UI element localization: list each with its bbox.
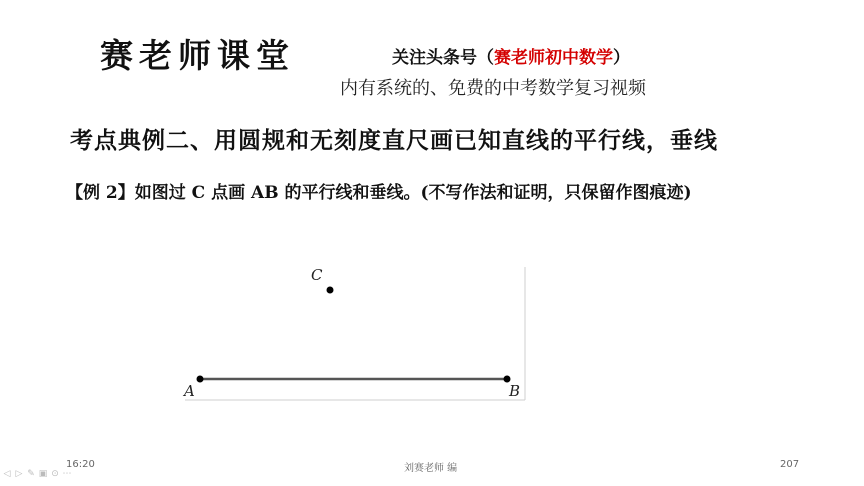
- zoom-icon[interactable]: ⊙: [51, 469, 59, 479]
- geometry-figure: [180, 262, 530, 407]
- label-a: A: [184, 382, 195, 400]
- section-heading: 考点典例二、用圆规和无刻度直尺画已知直线的平行线，垂线: [70, 127, 718, 154]
- pen-icon[interactable]: ✎: [27, 469, 35, 479]
- follow-prefix: 关注头条号（: [392, 48, 494, 68]
- point-a: [197, 376, 204, 383]
- brand-title: 赛老师课堂: [100, 36, 295, 75]
- footer-time: 16:20: [66, 459, 95, 470]
- follow-suffix: ）: [613, 48, 630, 68]
- arrow-left-icon[interactable]: ◁: [3, 469, 11, 479]
- label-c: C: [311, 266, 323, 284]
- follow-banner: [392, 43, 630, 68]
- subtitle: 内有系统的、免费的中考数学复习视频: [340, 78, 646, 99]
- label-b: B: [509, 382, 521, 400]
- arrow-right-icon[interactable]: ▷: [15, 469, 23, 479]
- more-icon[interactable]: ⋯: [62, 469, 72, 479]
- point-c: [327, 287, 334, 294]
- example-text: 【例 2】如图过 C 点画 AB 的平行线和垂线。(不写作法和证明，只保留作图痕迹): [66, 183, 692, 203]
- slides-icon[interactable]: ▣: [38, 469, 48, 479]
- presentation-toolbar: [2, 470, 72, 479]
- footer-page-number: 207: [780, 459, 800, 470]
- follow-account-name: 赛老师初中数学: [494, 48, 613, 68]
- footer-author: 刘赛老师 编: [404, 463, 458, 474]
